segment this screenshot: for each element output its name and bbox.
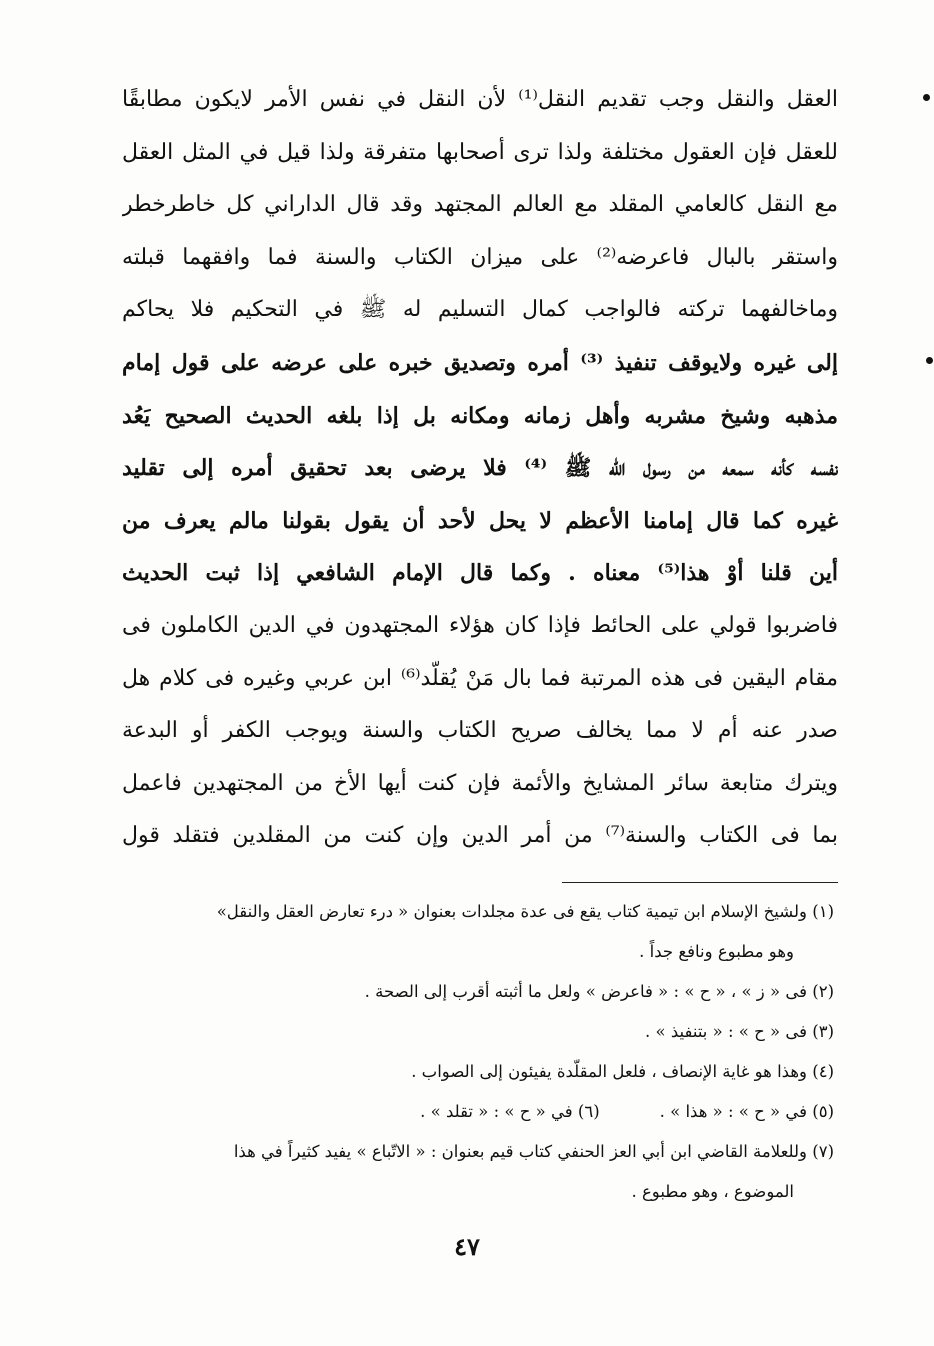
footnote-7-continued: الموضوع ، وهو مطبوع .	[631, 1182, 794, 1201]
footnote-separator	[562, 882, 838, 883]
text-line: مقام اليقين فى هذه المرتبة فما بال مَنْ يُقلّد⁽⁶⁾ ابن عربي وغيره فى كلام هل	[122, 665, 838, 691]
text-line: مع النقل كالعامي المقلد مع العالم المجتهد وقد قال الداراني كل خاطرخطر	[122, 192, 838, 218]
text-line: بما فى الكتاب والسنة⁽⁷⁾ من أمر الدين وإن كنت من المقلدين فتقلد قول	[122, 823, 838, 849]
footnote-1-continued: وهو مطبوع ونافع جداً .	[639, 942, 794, 961]
margin-dot-top	[923, 94, 930, 101]
footnote-5: (٥) في « ح » : « هذا » .	[659, 1102, 834, 1121]
text-line: العقل والنقل وجب تقديم النقل⁽¹⁾ لأن النقل في نفس الأمر لايكون مطابقًا	[122, 87, 838, 112]
text-line: ويترك متابعة سائر المشايخ والأئمة فإن كنت أيها الأخ من المجتهدين فاعمل	[122, 770, 838, 796]
text-line: غيره كما قال إمامنا الأعظم لا يحل لأحد أن يقول بقولنا مالم يعرف من	[122, 507, 838, 534]
main-text	[122, 74, 838, 863]
footnote-5-6-row	[118, 1092, 834, 1132]
text-line: مذهبه وشيخ مشربه وأهل زمانه ومكانه بل إذا بلغه الحديث الصحيح يَعُد	[122, 402, 838, 429]
footnote-7: (٧) وللعلامة القاضي ابن أبي العز الحنفي كتاب قيم بعنوان : « الاتّباع » يفيد كثيراً في هذا	[233, 1142, 834, 1161]
footnote-6: (٦) في « ح » : « تقلد » .	[420, 1102, 600, 1121]
footnote-1: (١) ولشيخ الإسلام ابن تيمية كتاب يقع فى عدة مجلدات بعنوان « درء تعارض العقل والنقل»	[216, 902, 834, 921]
text-line: أين قلنا أوْ هذا⁽⁵⁾ معناه . وكما قال الإمام الشافعي إذا ثبت الحديث	[122, 560, 838, 587]
margin-dot-middle	[926, 357, 933, 364]
footnote-3: (٣) فى « ح » : « بتنفيذ » .	[645, 1022, 834, 1041]
text-line: وماخالفهما تركته فالواجب كمال التسليم له ﷺ في التحكيم فلا يحاكم	[122, 297, 838, 323]
text-line: صدر عنه أم لا مما يخالف صريح الكتاب والسنة ويوجب الكفر أو البدعة	[122, 718, 838, 744]
text-line: واستقر بالبال فاعرضه⁽²⁾ على ميزان الكتاب والسنة فما وافقهما قبلته	[122, 244, 838, 270]
footnotes	[118, 892, 834, 1212]
text-line: نفسه كأنه سمعه من رسول الله ﷺ ⁽⁴⁾ فلا يرضى بعد تحقيق أمره إلى تقليد	[122, 455, 838, 482]
text-line: إلى غيره ولايوقف تنفيذ ⁽³⁾ أمره وتصديق خبره على عرضه على قول إمام	[122, 349, 838, 376]
text-line: للعقل فإن العقول مختلفة ولذا ترى أصحابها متفرقة ولذا قيل في المثل العقل	[122, 139, 838, 165]
page-number: ٤٧	[454, 1232, 480, 1261]
text-line: فاضربوا قولي على الحائط فإذا كان هؤلاء المجتهدون في الدين الكاملون فى	[122, 612, 838, 638]
footnote-2: (٢) فى « ز » ، « ح » : « فاعرض » ولعل ما أثبته أقرب إلى الصحة .	[364, 982, 834, 1001]
footnote-4: (٤) وهذا هو غاية الإنصاف ، فلعل المقلّدة يفيئون إلى الصواب .	[411, 1062, 834, 1081]
